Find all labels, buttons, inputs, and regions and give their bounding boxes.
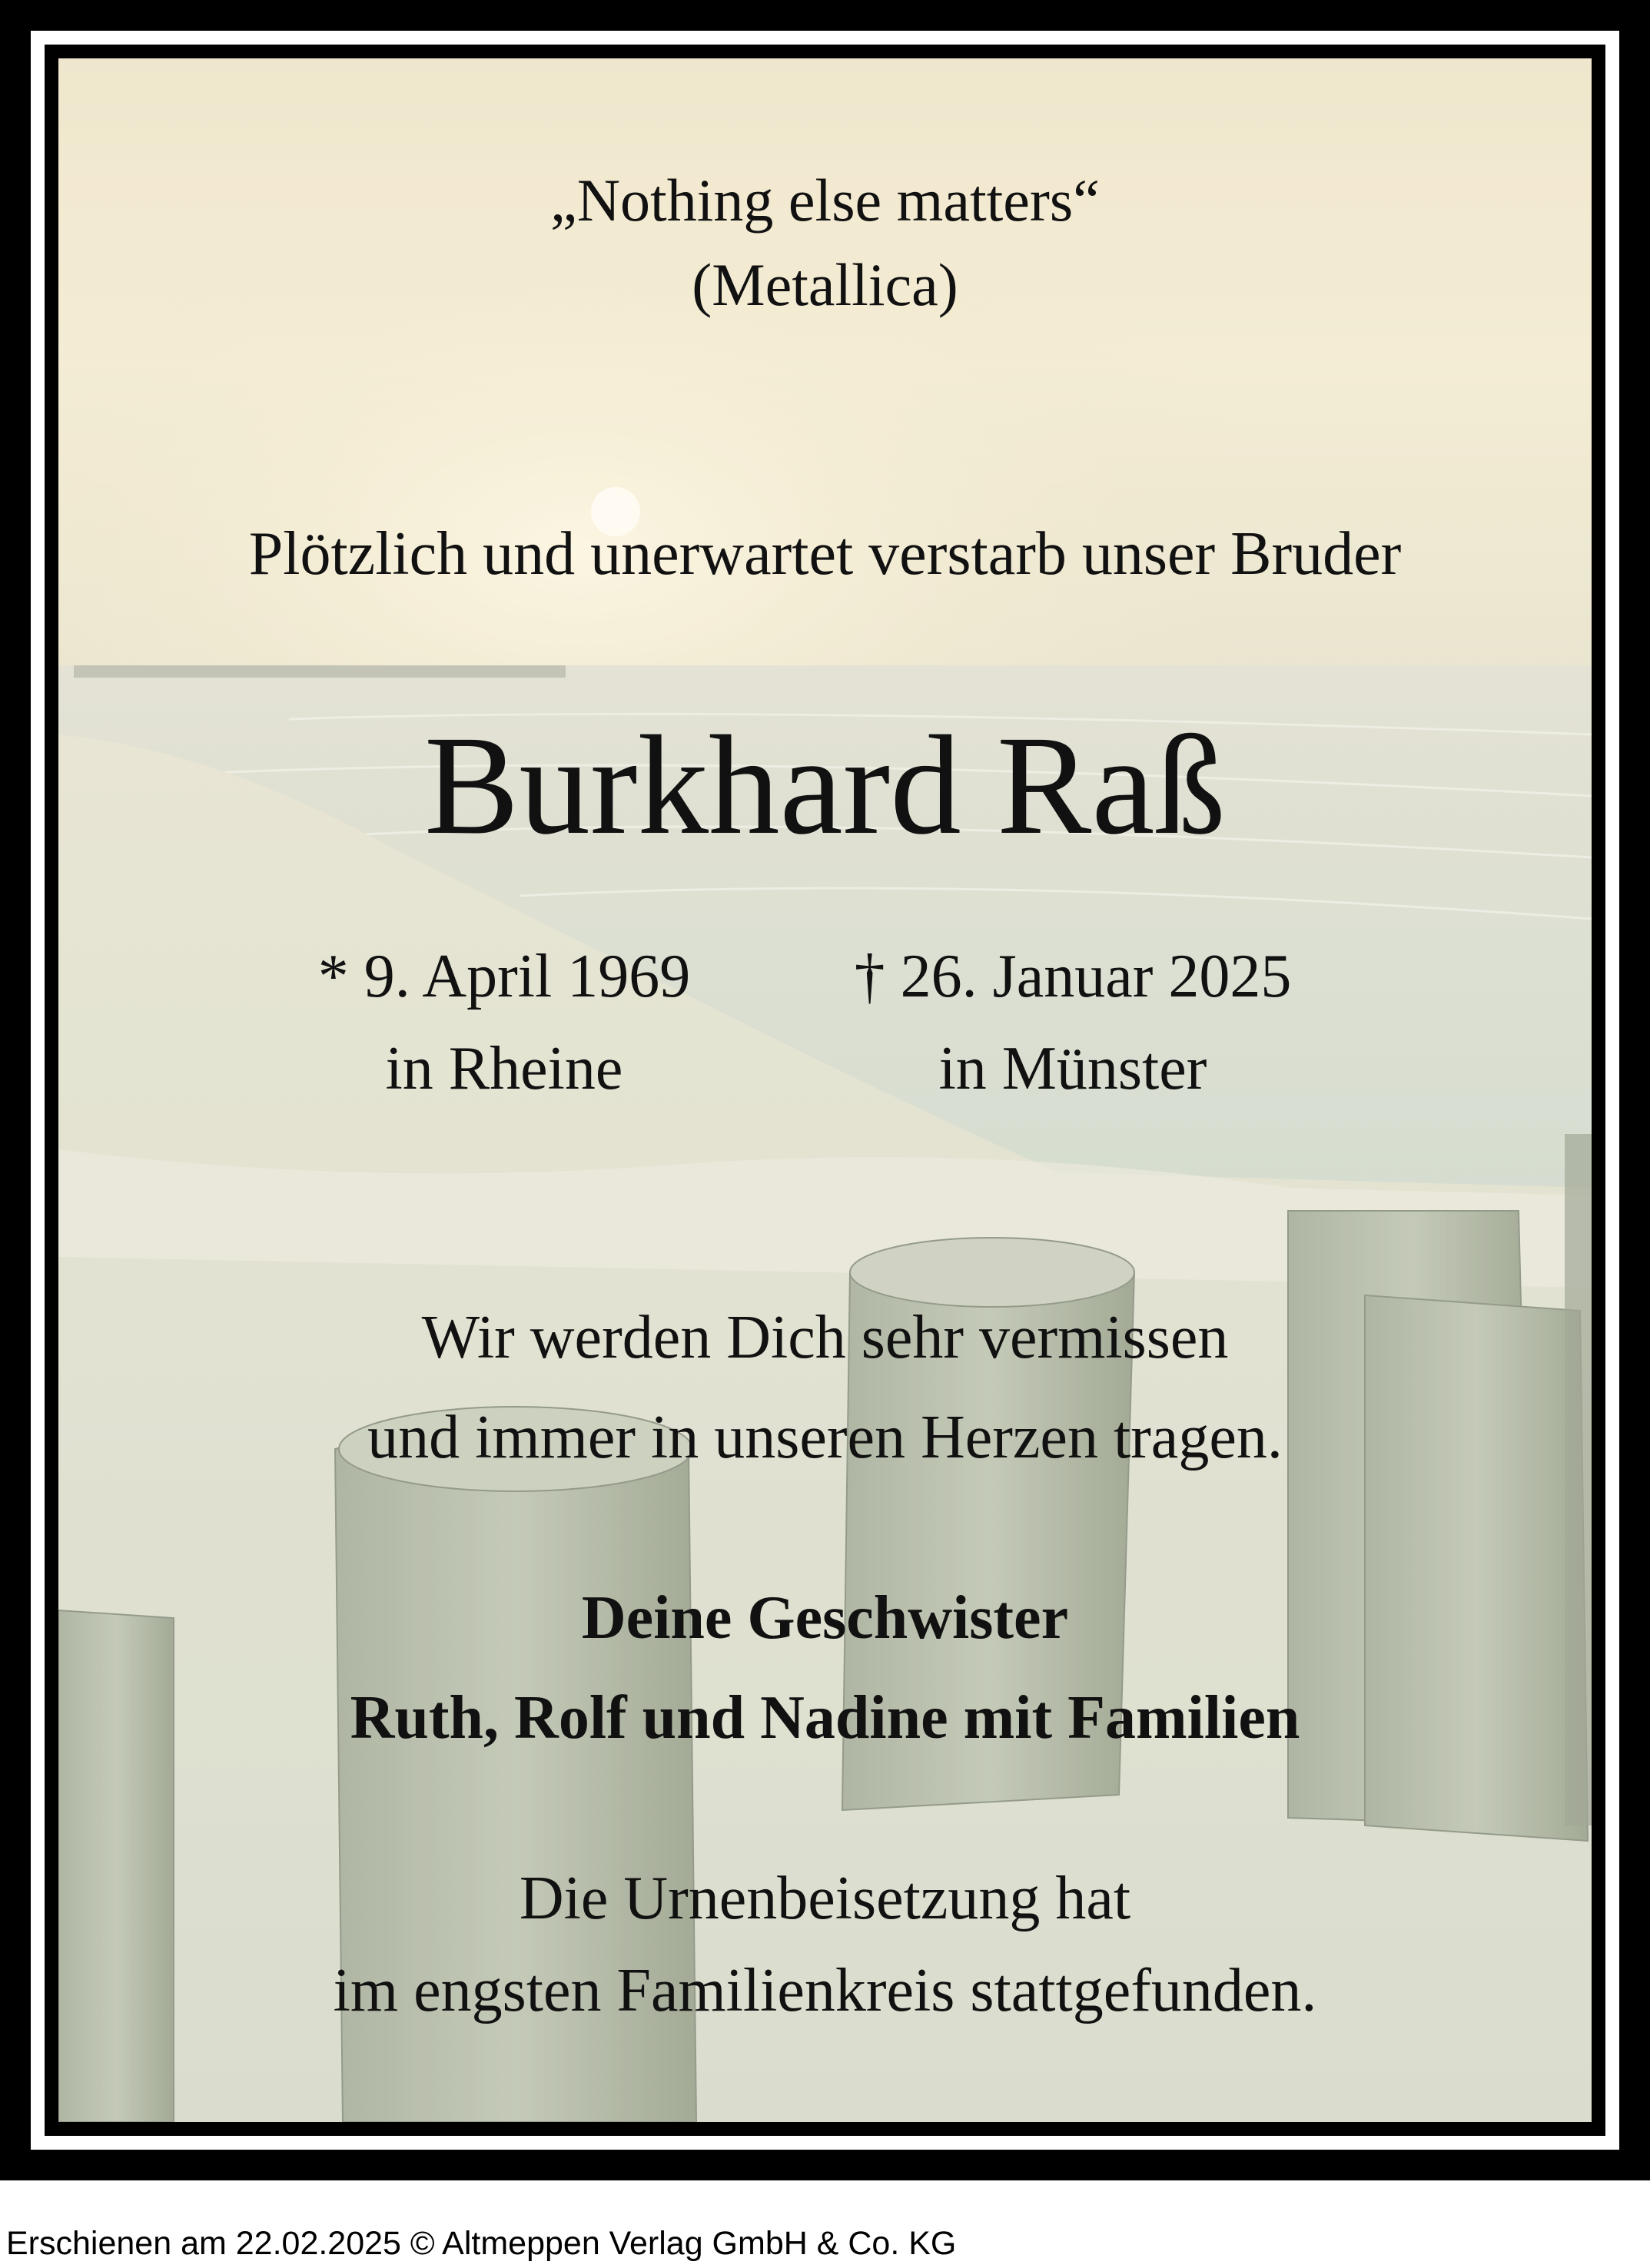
birth-place: in Rheine	[385, 1035, 623, 1102]
burial-line-1: Die Urnenbeisetzung hat	[519, 1865, 1131, 1932]
burial-line-2: im engsten Familienkreis stattgefunden.	[333, 1957, 1317, 2024]
birth-date: * 9. April 1969	[317, 943, 691, 1010]
quote-author: (Metallica)	[692, 251, 958, 318]
deceased-name: Burkhard Raß	[424, 707, 1226, 864]
signers-line-1: Deine Geschwister	[581, 1584, 1069, 1652]
signers-line-2: Ruth, Rolf und Nadine mit Familien	[350, 1684, 1300, 1752]
death-place: in Münster	[938, 1035, 1207, 1102]
death-date: † 26. Januar 2025	[854, 943, 1292, 1010]
intro-line: Plötzlich und unerwartet verstarb unser Bruder	[248, 520, 1402, 588]
quote-line: „Nothing else matters“	[550, 167, 1100, 234]
farewell-line-1: Wir werden Dich sehr vermissen	[421, 1304, 1229, 1371]
farewell-line-2: und immer in unseren Herzen tragen.	[367, 1404, 1283, 1471]
publication-footer: Erschienen am 22.02.2025 © Altmeppen Verlag GmbH & Co. KG	[6, 2225, 957, 2262]
beach-sunset-background	[58, 58, 1592, 2122]
